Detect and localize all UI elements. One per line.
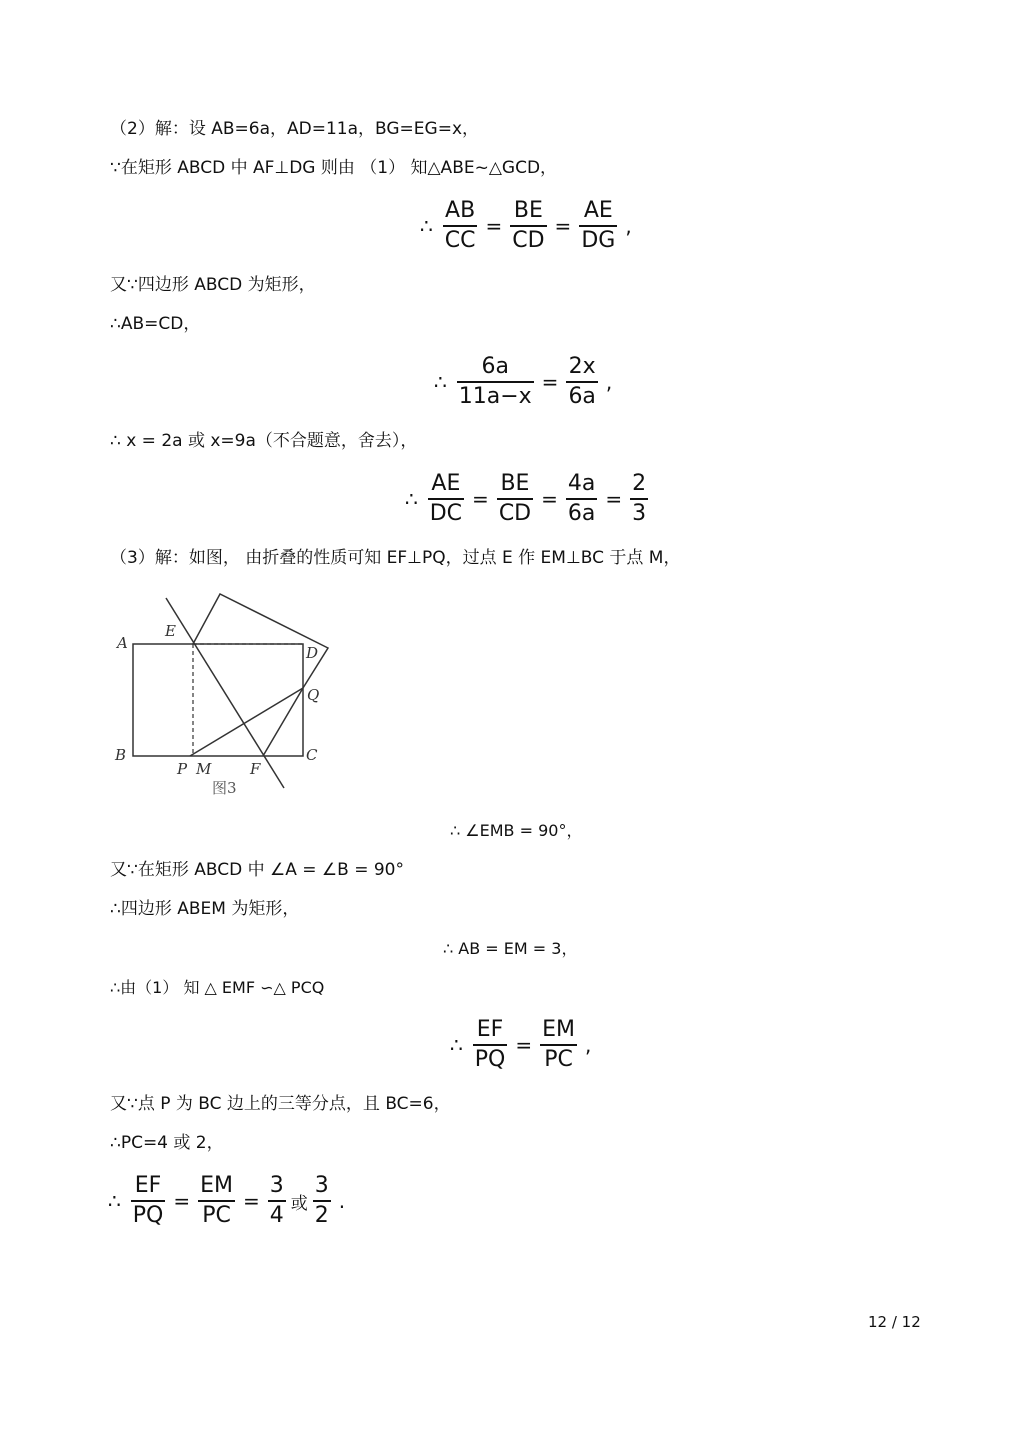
- equation-ratio-2: ∴ $\frac{6a}{11a-x}$ = $\frac{2x}{6a}$ ,: [434, 354, 613, 409]
- fraction: $\frac{BE}{CD}$: [512, 198, 545, 253]
- text-line: 又∵点 P 为 BC 边上的三等分点，且 BC=6，: [110, 1094, 451, 1114]
- label-m: M: [196, 760, 212, 778]
- fraction: $\frac{EF}{PQ}$: [474, 1017, 506, 1072]
- label-b: B: [115, 746, 127, 764]
- fraction: $\frac{AB}{CC}$: [444, 198, 476, 253]
- equation-ratio-3: ∴ $\frac{AE}{DC}$ = $\frac{BE}{CD}$ = $\frac{4a}{6a}$ = $\frac{2}{3}$: [405, 471, 647, 526]
- figure-caption: 图3: [212, 779, 237, 797]
- geometry-figure: [108, 588, 348, 803]
- text-line: ∴四边形 ABEM 为矩形，: [110, 899, 300, 919]
- equation-ratio-4: ∴ $\frac{EF}{PQ}$ = $\frac{EM}{PC}$ ,: [450, 1017, 592, 1072]
- text-line: 又∵四边形 ABCD 为矩形，: [110, 275, 316, 295]
- fraction: $\frac{AE}{DC}$: [429, 471, 463, 526]
- fraction: $\frac{EM}{PC}$: [542, 1017, 575, 1072]
- fraction: $\frac{EM}{PC}$: [200, 1173, 233, 1228]
- text-line: ∵在矩形 ABCD 中 AF⊥DG 则由 （1） 知△ABE~△GCD，: [110, 158, 558, 178]
- label-c: C: [306, 746, 318, 764]
- label-a: A: [117, 634, 128, 652]
- solution-part2-intro: （2）解：设 AB=6a，AD=11a，BG=EG=x，: [110, 119, 480, 139]
- label-p: P: [177, 760, 188, 778]
- text-line: ∴ x = 2a 或 x=9a（不合题意，舍去），: [110, 431, 418, 451]
- fraction: $\frac{2}{3}$: [632, 471, 647, 526]
- fraction: $\frac{BE}{CD}$: [498, 471, 532, 526]
- line-pq: [190, 688, 303, 756]
- text-line: 又∵在矩形 ABCD 中 ∠A = ∠B = 90°: [110, 860, 404, 880]
- equation-ratio-5: ∴ $\frac{EF}{PQ}$ = $\frac{EM}{PC}$ = $\frac{3}{4}$ 或 $\frac{3}{2}$ .: [108, 1173, 346, 1228]
- text-line: ∴由（1） 知 △ EMF ∽△ PCQ: [110, 978, 325, 997]
- solution-part3-intro: （3）解：如图， 由折叠的性质可知 EF⊥PQ，过点 E 作 EM⊥BC 于点 M，: [110, 548, 681, 568]
- label-d: D: [306, 644, 319, 662]
- fraction: $\frac{2x}{6a}$: [568, 354, 596, 409]
- fraction: $\frac{6a}{11a-x}$: [458, 354, 532, 409]
- text-line: ∴AB=CD，: [110, 314, 201, 334]
- fraction: $\frac{3}{2}$: [314, 1173, 329, 1228]
- label-e: E: [165, 622, 176, 640]
- page-number: 12 / 12: [868, 1313, 921, 1331]
- text-line: ∴ AB = EM = 3，: [443, 939, 578, 958]
- fraction: $\frac{3}{4}$: [269, 1173, 284, 1228]
- text-line: ∴ ∠EMB = 90°，: [450, 821, 583, 840]
- fraction: $\frac{4a}{6a}$: [567, 471, 596, 526]
- fraction: $\frac{AE}{DG}$: [581, 198, 616, 253]
- label-q: Q: [307, 686, 320, 704]
- line-fq: [263, 688, 303, 756]
- fraction: $\frac{EF}{PQ}$: [132, 1173, 164, 1228]
- text-line: ∴PC=4 或 2，: [110, 1133, 224, 1153]
- label-f: F: [250, 760, 261, 778]
- equation-ratio-1: ∴ $\frac{AB}{CC}$ = $\frac{BE}{CD}$ = $\frac{AE}{DG}$ ,: [420, 198, 632, 253]
